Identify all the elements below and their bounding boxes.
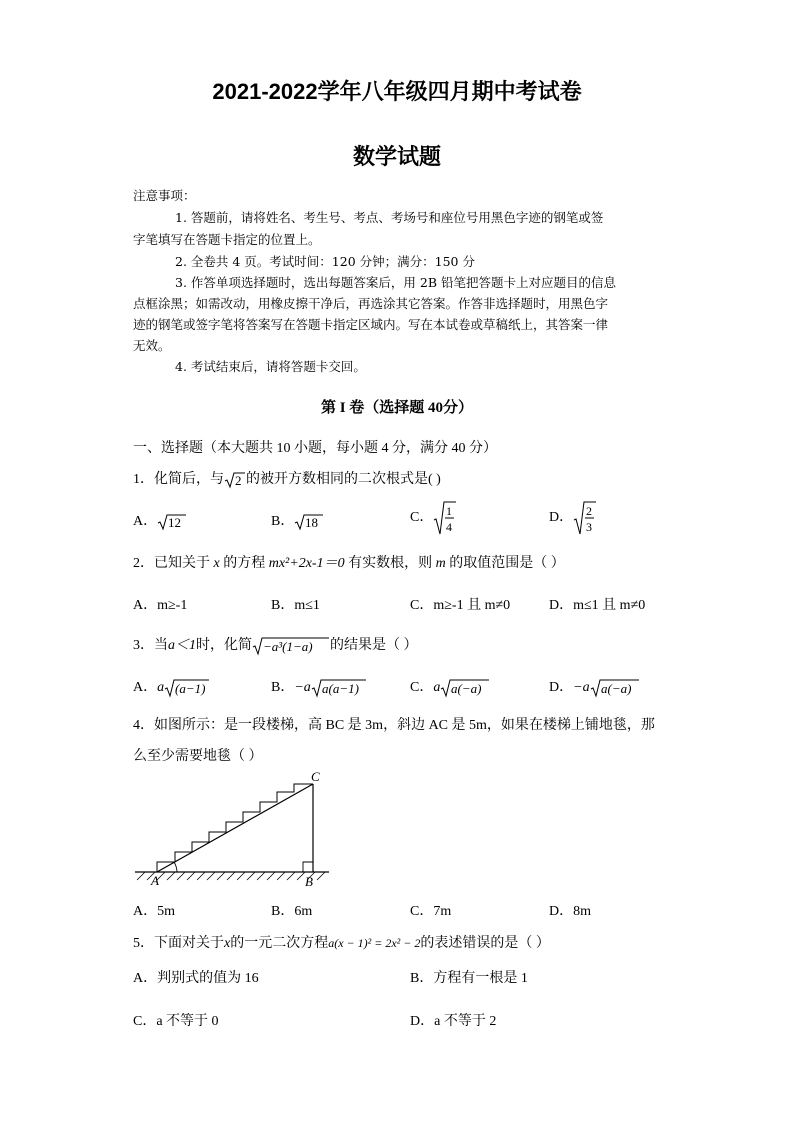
notice-line: 4. 考试结束后，请将答题卡交回。 bbox=[175, 359, 366, 374]
svg-text:−a³(1−a): −a³(1−a) bbox=[263, 638, 313, 654]
notice-line: 3. 作答单项选择题时，选出每题答案后，用 2B 铅笔把答题卡上对应题目的信息 bbox=[175, 275, 616, 290]
q4-option-b[interactable]: B．6m bbox=[271, 904, 313, 919]
q2-option-d[interactable]: D．m≤1 且 m≠0 bbox=[549, 598, 646, 613]
q3-stem: 3．当a＜1时，化简 −a³(1−a) 的结果是（ ） bbox=[133, 634, 418, 656]
ground-hatch bbox=[137, 872, 325, 880]
label-a: A bbox=[151, 873, 159, 888]
notice-line: 无效。 bbox=[133, 338, 171, 353]
svg-text:4: 4 bbox=[446, 520, 453, 534]
q2-equation: mx²+2x-1＝0 bbox=[268, 556, 345, 571]
q3-option-b[interactable]: B．−a a(a−1) bbox=[271, 676, 367, 698]
q1-stem: 1．化简后，与 2 的被开方数相同的二次根式是( ) bbox=[133, 472, 441, 488]
q3-option-c[interactable]: C．a a(−a) bbox=[410, 676, 490, 698]
q5-option-d[interactable]: D．a 不等于 2 bbox=[410, 1014, 497, 1029]
q2-option-a[interactable]: A．m≥-1 bbox=[133, 598, 188, 613]
notice-line: 字笔填写在答题卡指定的位置上。 bbox=[133, 232, 321, 247]
staircase-figure bbox=[133, 772, 333, 890]
svg-text:a(a−1): a(a−1) bbox=[321, 680, 359, 696]
label-b: B bbox=[305, 874, 313, 889]
part-title: 第 I 卷（选择题 40分） bbox=[320, 400, 474, 416]
q5-option-a[interactable]: A．判别式的值为 16 bbox=[133, 971, 259, 986]
q4-stem-line1: 4．如图所示：是一段楼梯，高 BC 是 3m，斜边 AC 是 5m，如果在楼梯上铺地毯，那 bbox=[133, 718, 655, 733]
svg-text:12: 12 bbox=[168, 514, 182, 530]
q1-root: 2 bbox=[235, 472, 242, 488]
sqrt-icon bbox=[164, 678, 210, 698]
angle-arc bbox=[174, 862, 177, 872]
q2-option-b[interactable]: B．m≤1 bbox=[271, 598, 320, 613]
q4-option-d[interactable]: D．8m bbox=[549, 904, 591, 919]
svg-text:a(−a): a(−a) bbox=[451, 680, 482, 696]
exam-subtitle: 数学试题 bbox=[352, 144, 441, 169]
svg-text:2: 2 bbox=[586, 504, 593, 518]
sqrt-icon bbox=[590, 678, 640, 698]
exam-title: 2021-2022学年八年级四月期中考试卷 bbox=[212, 79, 582, 104]
sqrt-icon bbox=[573, 500, 597, 536]
q5-stem: 5．下面对关于x的一元二次方程a(x − 1)² = 2x² − 2的表述错误的是（ ） bbox=[133, 936, 550, 951]
sqrt-icon bbox=[224, 471, 246, 489]
svg-text:3: 3 bbox=[586, 520, 593, 534]
section-heading: 一、选择题（本大题共 10 小题，每小题 4 分，满分 40 分） bbox=[133, 441, 497, 456]
q1-option-c[interactable]: C． 1 4 bbox=[410, 500, 457, 536]
q1-option-a[interactable]: A． 12 bbox=[133, 510, 187, 531]
notice-line: 2. 全卷共 4 页。考试时间：120 分钟；满分：150 分 bbox=[175, 254, 475, 269]
svg-text:a(−a): a(−a) bbox=[600, 680, 632, 696]
hypotenuse-ac bbox=[157, 784, 313, 872]
sqrt-icon bbox=[157, 513, 187, 531]
notice-heading: 注意事项： bbox=[133, 188, 196, 203]
q4-option-a[interactable]: A．5m bbox=[133, 904, 175, 919]
svg-text:18: 18 bbox=[305, 514, 319, 530]
sqrt-icon bbox=[294, 513, 324, 531]
sqrt-icon bbox=[440, 678, 490, 698]
q4-option-c[interactable]: C．7m bbox=[410, 904, 452, 919]
q3-option-a[interactable]: A．a (a−1) bbox=[133, 676, 210, 698]
q3-option-d[interactable]: D．−a a(−a) bbox=[549, 676, 640, 698]
q2-option-c[interactable]: C．m≥-1 且 m≠0 bbox=[410, 598, 511, 613]
sqrt-icon bbox=[252, 636, 330, 656]
notice-line: 迹的钢笔或签字笔将答案写在答题卡指定区域内。写在本试卷或草稿纸上，其答案一律 bbox=[133, 317, 609, 332]
sqrt-icon bbox=[311, 678, 367, 698]
q2-stem: 2．已知关于 x 的方程 mx²+2x-1＝0 有实数根，则 m 的取值范围是（ ） bbox=[133, 556, 565, 571]
q4-stem-line2: 么至少需要地毯（ ） bbox=[133, 749, 263, 764]
notice-line: 点框涂黑；如需改动，用橡皮擦干净后，再选涂其它答案。作答非选择题时，用黑色字 bbox=[133, 296, 609, 311]
sqrt-icon bbox=[433, 500, 457, 536]
q5-equation: a(x − 1)² = 2x² − 2 bbox=[328, 936, 421, 950]
q1-option-b[interactable]: B． 18 bbox=[271, 510, 324, 531]
notice-line: 1. 答题前，请将姓名、考生号、考点、考场号和座位号用黑色字迹的钢笔或签 bbox=[175, 210, 604, 225]
right-angle-mark bbox=[303, 862, 313, 872]
svg-text:1: 1 bbox=[446, 504, 453, 518]
q5-option-c[interactable]: C．a 不等于 0 bbox=[133, 1014, 219, 1029]
q5-option-b[interactable]: B．方程有一根是 1 bbox=[410, 971, 528, 986]
svg-text:(a−1): (a−1) bbox=[175, 680, 206, 696]
label-c: C bbox=[311, 772, 320, 784]
q1-option-d[interactable]: D． 2 3 bbox=[549, 500, 597, 536]
